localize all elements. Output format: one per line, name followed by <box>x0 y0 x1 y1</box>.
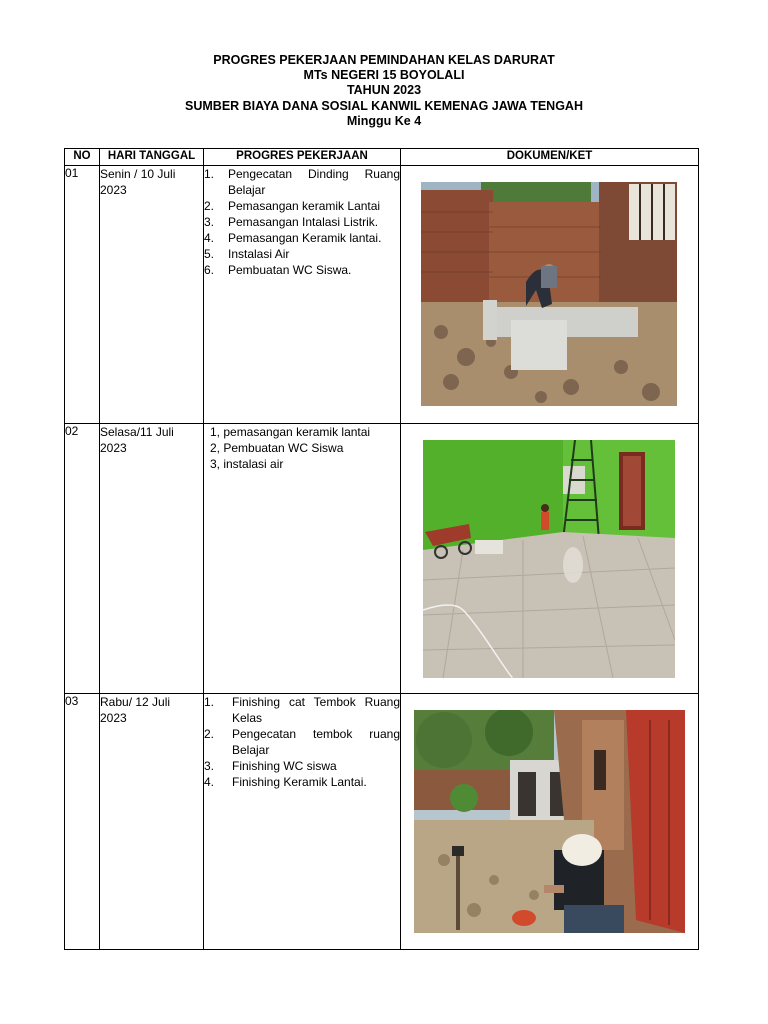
item-text: Pengecatan tembok ruang Belajar <box>232 727 400 757</box>
list-item <box>204 166 400 198</box>
list-item <box>204 262 400 278</box>
row-document <box>401 166 699 424</box>
row-date <box>100 694 204 950</box>
row-date <box>100 424 204 694</box>
table-row <box>65 424 699 694</box>
item-number: 2. <box>204 199 215 213</box>
date-year: 2023 <box>100 711 127 725</box>
list-item: 3, instalasi air <box>210 457 284 471</box>
table-header-row <box>65 149 699 166</box>
photo-green-room-tiles <box>423 440 675 678</box>
table-row <box>65 166 699 424</box>
row-progress <box>204 694 401 950</box>
item-text: Instalasi Air <box>228 247 290 261</box>
progress-list <box>204 694 400 790</box>
row-number: 01 <box>65 166 100 424</box>
date-line: Senin / 10 Juli <box>100 167 176 181</box>
item-number: 1. <box>204 695 215 709</box>
column-header-document: DOKUMEN/KET <box>401 149 699 166</box>
column-header-progress: PROGRES PEKERJAAN <box>204 149 401 166</box>
column-header-day: HARI TANGGAL <box>100 149 204 166</box>
date-line: Selasa/11 Juli <box>100 425 174 439</box>
progress-table <box>64 148 699 950</box>
item-number: 3. <box>204 759 215 773</box>
title-line-5: Minggu Ke 4 <box>346 113 422 128</box>
list-item: 1, pemasangan keramik lantai <box>210 425 371 439</box>
title-line-4: SUMBER BIAYA DANA SOSIAL KANWIL KEMENAG JAWA TENGAH <box>185 98 583 113</box>
item-text: Pemasangan keramik Lantai <box>228 199 381 213</box>
title-line-3: TAHUN 2023 <box>346 83 422 98</box>
date-year: 2023 <box>100 441 127 455</box>
item-number: 5. <box>204 247 215 261</box>
list-item <box>204 774 400 790</box>
item-text: Finishing WC siswa <box>232 759 337 773</box>
list-item: 2, Pembuatan WC Siswa <box>210 441 344 455</box>
date-year: 2023 <box>100 183 127 197</box>
list-item <box>204 246 400 262</box>
item-text: Pemasangan Intalasi Listrik. <box>228 215 379 229</box>
item-text: Pemasangan Keramik lantai. <box>228 231 382 245</box>
list-item <box>204 694 400 726</box>
item-number: 4. <box>204 775 215 789</box>
item-number: 4. <box>204 231 215 245</box>
row-date <box>100 166 204 424</box>
row-document <box>401 424 699 694</box>
date-line: Rabu/ 12 Juli <box>100 695 171 709</box>
progress-list <box>204 166 400 278</box>
list-item <box>204 198 400 214</box>
list-item <box>204 726 400 758</box>
title-line-1: PROGRES PEKERJAAN PEMINDAHAN KELAS DARURAT <box>213 53 555 67</box>
item-text: Finishing cat Tembok Ruang Kelas <box>232 695 400 725</box>
item-number: 2. <box>204 727 215 741</box>
list-item <box>204 758 400 774</box>
title-line-2: MTs NEGERI 15 BOYOLALI <box>303 68 465 83</box>
row-number: 02 <box>65 424 100 694</box>
document-header <box>0 53 768 129</box>
photo-construction-wall <box>421 182 677 406</box>
table-row <box>65 694 699 950</box>
list-item <box>204 230 400 246</box>
row-progress <box>204 424 401 694</box>
item-number: 6. <box>204 263 215 277</box>
photo-wc-worker <box>414 710 685 933</box>
row-progress <box>204 166 401 424</box>
item-number: 1. <box>204 167 215 181</box>
item-text: Finishing Keramik Lantai. <box>232 775 367 789</box>
item-text: Pengecatan Dinding Ruang Belajar <box>228 167 400 197</box>
item-text: Pembuatan WC Siswa. <box>228 263 352 277</box>
list-item <box>204 214 400 230</box>
item-number: 3. <box>204 215 215 229</box>
column-header-no: NO <box>65 149 100 166</box>
row-number: 03 <box>65 694 100 950</box>
row-document <box>401 694 699 950</box>
